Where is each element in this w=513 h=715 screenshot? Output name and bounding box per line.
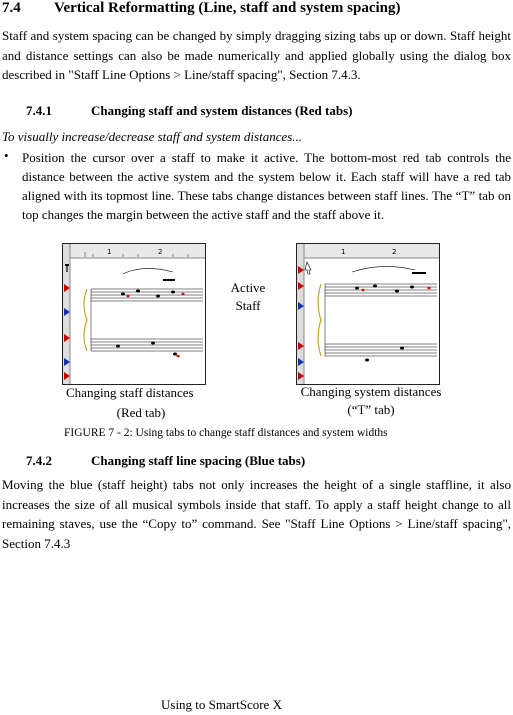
bullet-text: Position the cursor over a staff to make it active. The bottom-most red tab controls the distance between the active system and the system below it. Each staff will have a red tab aligned with its topmost line. These tabs change distances between staff lines. The “T” tab on top changes the margin between the active staff and the staff above it. [22,150,511,222]
screenshot-staff-distances [62,243,206,385]
section-title: Vertical Reformatting (Line, staff and system spacing) [54,0,401,16]
ruler-mark-2: 2 [158,248,163,256]
subsection-number-2: 7.4.2 [26,453,52,468]
section-number: 7.4 [2,0,21,16]
score-image-left [63,244,205,384]
section-intro: Staff and system spacing can be changed by simply dragging sizing tabs up or down. Staff height and distance settings can also be made numerically and applied globally using the dialog box described in "Staff Line Options > Line/staff spacing", Section 7.4.3. [2,28,511,82]
active-label-line-2: Staff [235,298,261,313]
ruler-mark-1-right: 1 [341,248,346,256]
score-image-right [297,244,439,384]
subsection-heading-1 [26,103,352,119]
subsection-title-2: Changing staff line spacing (Blue tabs) [91,453,306,468]
left-caption-line-1: Changing staff distances [66,385,194,400]
active-label-line-1: Active [230,280,266,295]
subsection-heading-2 [26,453,305,469]
ruler-mark-2-right: 2 [392,248,397,256]
right-caption-line-2: (“T” tab) [347,402,395,417]
subsection-number-1: 7.4.1 [26,103,52,118]
figure-caption: FIGURE 7 - 2: Using tabs to change staff distances and system widths [64,427,388,439]
subsection-title-1: Changing staff and system distances (Red tabs) [91,103,353,118]
section-heading [2,0,401,17]
subsection-lead: To visually increase/decrease staff and system distances... [2,129,303,144]
right-caption-line-1: Changing system distances [300,384,442,399]
page-footer: Using to SmartScore X [161,697,282,712]
screenshot-system-distances [296,243,440,385]
ruler-mark-1: 1 [107,248,112,256]
bullet-mark: • [4,148,9,163]
left-caption-line-2: (Red tab) [116,405,166,420]
active-staff-label [228,279,268,315]
subsection-body-2: Moving the blue (staff height) tabs not only increases the height of a single staffline, it also increases the size of all musical symbols inside that staff. To apply a staff height change to all remaining staves, use the “Copy to” command. See "Staff Line Options > Line/staff spacing", Section 7.4.3 [2,477,511,551]
